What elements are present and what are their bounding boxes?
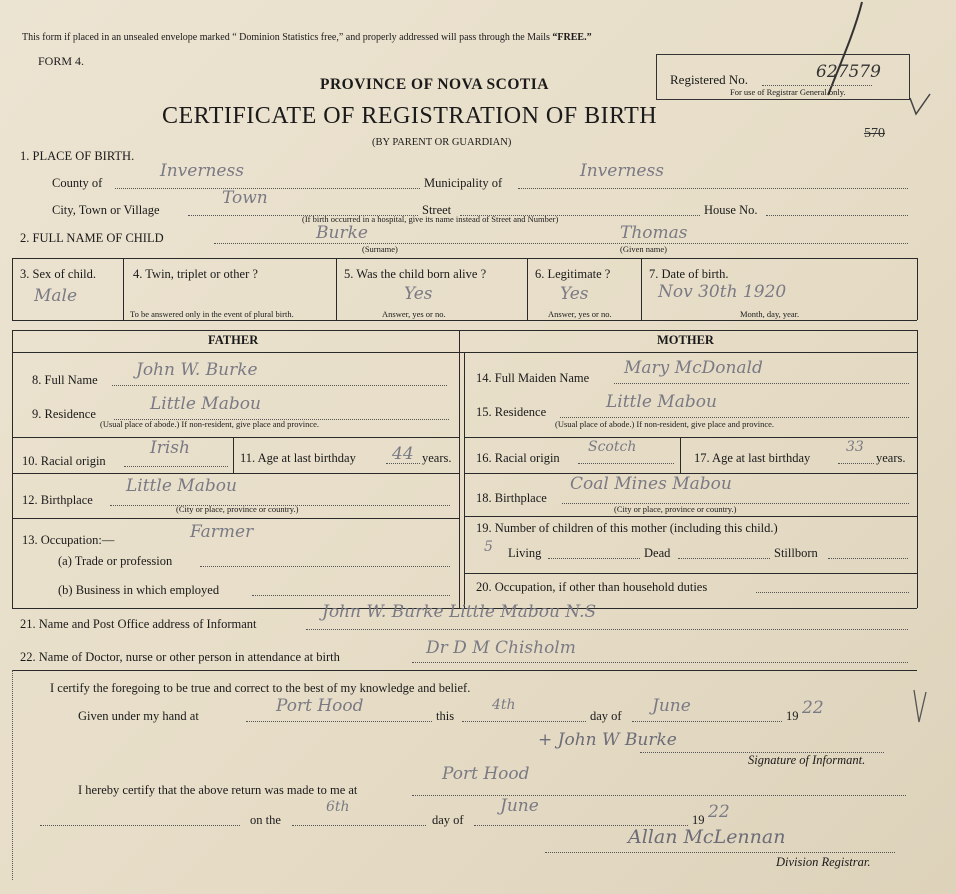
- registrar-statement: I hereby certify that the above return was made to me at: [78, 783, 358, 797]
- mother-residence-line: [560, 417, 909, 418]
- informant-signature: + John W Burke: [538, 730, 677, 750]
- mother-name-line: [614, 383, 909, 384]
- living-line: [548, 558, 640, 559]
- registrar-signature: Allan McLennan: [628, 826, 786, 848]
- municipality-label: Municipality of: [424, 176, 503, 190]
- father-name-label: 8. Full Name: [32, 373, 98, 387]
- parents-center-divider: [459, 330, 460, 608]
- children-label: 19. Number of children of this mother (including this child.): [476, 521, 778, 535]
- dead-label: Dead: [644, 546, 671, 560]
- father-racial-bottom: [12, 473, 459, 474]
- registrar-lead-line: [40, 825, 240, 826]
- father-age-years: years.: [422, 451, 452, 465]
- father-racial-value: Irish: [150, 438, 190, 458]
- margin-tick-mark: [910, 688, 930, 728]
- form-number: FORM 4.: [38, 54, 85, 68]
- twin-label: 4. Twin, triplet or other ?: [133, 267, 258, 281]
- this-label: this: [436, 709, 455, 723]
- father-birthplace-value: Little Mabou: [126, 476, 237, 496]
- father-trade-line: [200, 566, 450, 567]
- informant-line: [306, 629, 908, 630]
- parents-center-divider-2: [464, 352, 465, 608]
- registrar-month-value: June: [500, 796, 539, 816]
- mother-age-value: 33: [846, 439, 864, 455]
- stillborn-line: [828, 558, 908, 559]
- city-value: Town: [222, 188, 268, 208]
- dead-line: [678, 558, 770, 559]
- given-place-value: Port Hood: [276, 696, 364, 716]
- cell-divider: [336, 258, 337, 320]
- informant-label: 21. Name and Post Office address of Informant: [20, 617, 257, 631]
- check-mark: [906, 92, 936, 122]
- year-value: 22: [802, 698, 824, 718]
- child-name-label: 2. FULL NAME OF CHILD: [20, 231, 164, 245]
- house-label: House No.: [704, 203, 758, 217]
- doctor-line: [412, 662, 908, 663]
- month-value: June: [652, 696, 691, 716]
- mother-age-line: [838, 463, 874, 464]
- mother-birthplace-value: Coal Mines Mabou: [570, 474, 732, 494]
- cell-divider: [527, 258, 528, 320]
- municipality-line: [518, 188, 908, 189]
- day-line: [462, 721, 586, 722]
- parents-right-border: [917, 330, 918, 608]
- registered-dotline: [762, 85, 872, 86]
- left-frame-edge: [12, 258, 13, 320]
- registrar-day-of-label: day of: [432, 813, 464, 827]
- father-residence-label: 9. Residence: [32, 407, 96, 421]
- informant-signature-caption: Signature of Informant.: [748, 753, 866, 767]
- birth-date-label: 7. Date of birth.: [649, 267, 729, 281]
- mother-age-years: years.: [876, 451, 906, 465]
- mother-occupation-label: 20. Occupation, if other than household duties: [476, 580, 708, 594]
- month-line: [632, 721, 782, 722]
- corner-number: 570: [864, 126, 885, 141]
- father-racial-label: 10. Racial origin: [22, 454, 106, 468]
- cell-divider: [641, 258, 642, 320]
- registered-label: Registered No.: [670, 72, 748, 87]
- child-given-name: Thomas: [620, 223, 688, 243]
- free-notice: “FREE.”: [552, 32, 592, 43]
- informant-value: John W. Burke Little Mabou N.S: [322, 602, 597, 622]
- living-count: 5: [484, 539, 493, 555]
- father-birthplace-note: (City or place, province or country.): [176, 504, 299, 514]
- registrar-caption: Division Registrar.: [776, 855, 871, 869]
- day-value: 4th: [492, 697, 516, 713]
- mother-age-label: 17. Age at last birthday: [694, 451, 811, 465]
- registered-number: 627579: [816, 62, 881, 82]
- doctor-label: 22. Name of Doctor, nurse or other person in attendance at birth: [20, 650, 340, 664]
- certificate-subtitle: (BY PARENT OR GUARDIAN): [372, 137, 512, 148]
- registrar-place-line: [412, 795, 906, 796]
- birth-date-note: Month, day, year.: [740, 309, 800, 319]
- left-frame-dotted: [12, 670, 13, 880]
- parents-left-border: [12, 330, 13, 608]
- father-racial-line: [124, 466, 228, 467]
- father-residence-note: (Usual place of abode.) If non-resident, give place and province.: [100, 419, 320, 429]
- registrar-year-value: 22: [708, 802, 730, 822]
- certify-statement: I certify the foregoing to be true and correct to the best of my knowledge and belief.: [50, 681, 471, 695]
- father-birthplace-label: 12. Birthplace: [22, 493, 93, 507]
- year-prefix: 19: [786, 709, 799, 723]
- mother-birthplace-label: 18. Birthplace: [476, 491, 547, 505]
- surname-caption: (Surname): [362, 244, 398, 254]
- father-heading: FATHER: [208, 333, 259, 347]
- father-occupation-value: Farmer: [190, 522, 254, 542]
- father-racial-top: [12, 437, 459, 438]
- mother-occupation-line: [756, 592, 909, 593]
- mother-heading: MOTHER: [657, 333, 714, 347]
- legitimate-value: Yes: [560, 284, 589, 304]
- father-age-divider: [233, 437, 234, 473]
- registrar-place-value: Port Hood: [442, 764, 530, 784]
- certificate-title: CERTIFICATE OF REGISTRATION OF BIRTH: [162, 103, 658, 129]
- mailing-notice-text: This form if placed in an unsealed envelope marked “ Dominion Statistics free,” and properly addressed will pass through the Mails: [22, 32, 553, 43]
- father-residence-value: Little Mabou: [150, 394, 261, 414]
- alive-value: Yes: [404, 284, 433, 304]
- registrar-day-value: 6th: [326, 799, 350, 815]
- alive-note: Answer, yes or no.: [382, 309, 446, 319]
- legitimate-label: 6. Legitimate ?: [535, 267, 611, 281]
- registrar-signature-line: [545, 852, 895, 853]
- county-value: Inverness: [160, 161, 244, 181]
- given-place-line: [246, 721, 432, 722]
- mother-age-divider: [680, 437, 681, 473]
- father-occupation-top: [12, 518, 459, 519]
- cell-divider: [123, 258, 124, 320]
- hospital-note: (If birth occurred in a hospital, give its name instead of Street and Number): [302, 214, 559, 224]
- stillborn-label: Stillborn: [774, 546, 818, 560]
- house-line: [766, 215, 908, 216]
- birth-date-value: Nov 30th 1920: [658, 282, 787, 302]
- mother-children-top: [464, 516, 917, 517]
- municipality-value: Inverness: [580, 161, 664, 181]
- mother-residence-label: 15. Residence: [476, 405, 547, 419]
- mother-residence-note: (Usual place of abode.) If non-resident, give place and province.: [555, 419, 775, 429]
- child-surname: Burke: [316, 223, 368, 243]
- parents-top-border: [12, 330, 917, 331]
- certify-top-border: [12, 670, 917, 671]
- day-of-label: day of: [590, 709, 622, 723]
- father-age-value: 44: [392, 444, 414, 464]
- alive-label: 5. Was the child born alive ?: [344, 267, 487, 281]
- mother-residence-value: Little Mabou: [606, 392, 717, 412]
- registrar-year-prefix: 19: [692, 813, 705, 827]
- mother-occupation-top: [464, 573, 917, 574]
- row-bottom-border: [12, 320, 917, 321]
- mother-name-label: 14. Full Maiden Name: [476, 371, 590, 385]
- registrar-day-line: [292, 825, 426, 826]
- mother-birthplace-note: (City or place, province or country.): [614, 504, 737, 514]
- mother-racial-label: 16. Racial origin: [476, 451, 560, 465]
- father-name-line: [112, 385, 447, 386]
- registrar-use-note: For use of Registrar General only.: [730, 87, 846, 97]
- sex-label: 3. Sex of child.: [20, 267, 97, 281]
- given-label: Given under my hand at: [78, 709, 199, 723]
- twin-note: To be answered only in the event of plural birth.: [130, 309, 294, 319]
- mother-racial-top: [464, 437, 917, 438]
- father-age-label: 11. Age at last birthday: [240, 451, 356, 465]
- father-name-value: John W. Burke: [136, 360, 258, 380]
- father-occupation-label: 13. Occupation:—: [22, 533, 115, 547]
- place-of-birth-heading: 1. PLACE OF BIRTH.: [20, 149, 135, 163]
- legitimate-note: Answer, yes or no.: [548, 309, 612, 319]
- right-frame-edge: [917, 258, 918, 320]
- father-trade-label: (a) Trade or profession: [58, 554, 173, 568]
- mother-name-value: Mary McDonald: [624, 358, 763, 378]
- father-business-line: [252, 595, 450, 596]
- row-top-border: [12, 258, 917, 259]
- province-title: PROVINCE OF NOVA SCOTIA: [320, 76, 549, 93]
- city-label: City, Town or Village: [52, 203, 160, 217]
- child-name-line: [214, 243, 908, 244]
- sex-value: Male: [34, 286, 78, 306]
- living-label: Living: [508, 546, 542, 560]
- father-business-label: (b) Business in which employed: [58, 583, 220, 597]
- mailing-notice: [22, 33, 592, 43]
- doctor-value: Dr D M Chisholm: [426, 638, 576, 658]
- on-the-label: on the: [250, 813, 281, 827]
- mother-racial-line: [578, 463, 674, 464]
- county-label: County of: [52, 176, 103, 190]
- mother-racial-value: Scotch: [588, 439, 637, 455]
- given-caption: (Given name): [620, 244, 667, 254]
- street-label: Street: [422, 203, 452, 217]
